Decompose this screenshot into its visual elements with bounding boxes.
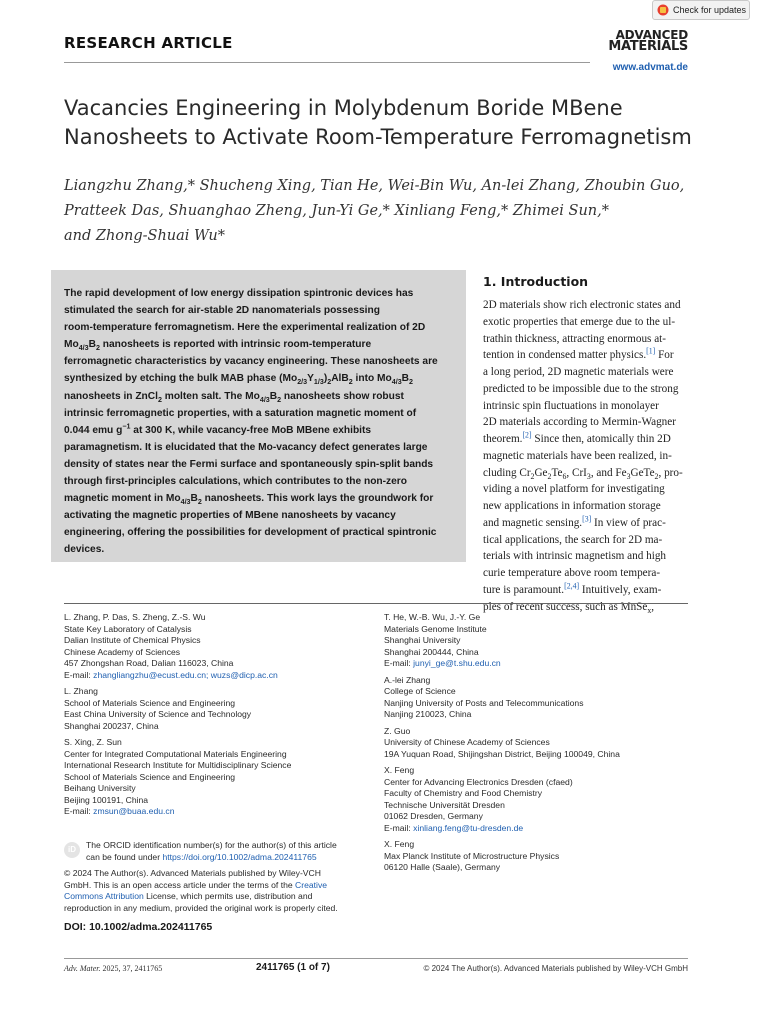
text-line: can be found under https://doi.org/10.1002/adma.202411765 xyxy=(86,851,317,862)
affiliation-line: Nanjing 210023, China xyxy=(384,709,472,719)
journal-logo xyxy=(594,29,688,53)
orcid-icon: iD xyxy=(64,842,80,858)
text-line: 2D materials show rich electronic states and xyxy=(483,299,681,311)
doi-link[interactable]: DOI: 10.1002/adma.202411765 xyxy=(64,921,213,933)
affiliation-line: Shanghai University xyxy=(384,635,461,645)
author-list xyxy=(64,174,704,249)
text-line: trathin thickness, attracting enormous at- xyxy=(483,332,666,345)
text-line: curie temperature above room tempera- xyxy=(483,567,661,579)
affiliation-line: 457 Zhongshan Road, Dalian 116023, China xyxy=(64,658,234,668)
affiliation-line: 01062 Dresden, Germany xyxy=(384,811,483,821)
affiliation-line: Dalian Institute of Chemical Physics xyxy=(64,635,201,645)
article-title xyxy=(64,94,704,152)
text-line: © 2024 The Author(s). Advanced Materials published by Wiley-VCH xyxy=(64,868,321,878)
footer-copyright: © 2024 The Author(s). Advanced Materials published by Wiley-VCH GmbH xyxy=(423,964,688,973)
affiliation-line: Shanghai 200237, China xyxy=(64,720,159,731)
affiliation-block xyxy=(384,612,690,670)
affiliation-line[interactable]: E-mail: junyi_ge@t.shu.edu.cn xyxy=(384,658,501,668)
footer-divider xyxy=(64,958,688,959)
affiliation-line: University of Chinese Academy of Sciences xyxy=(384,737,550,747)
affiliation-line: Beihang University xyxy=(64,783,136,793)
text-line: GmbH. This is an open access article under the terms of the Creative xyxy=(64,879,328,890)
text-line: room-temperature ferromagnetism. Here the experimental realization of 2D xyxy=(64,322,426,334)
affiliation-line: Center for Advancing Electronics Dresden (cfaed) xyxy=(384,776,573,787)
author-line: Pratteek Das, Shuanghao Zheng, Jun-Yi Ge,* Xinliang Feng,* Zhimei Sun,* xyxy=(64,203,609,219)
text-line: reproduction in any medium, provided the original work is properly cited. xyxy=(64,902,338,913)
affiliation-line[interactable]: E-mail: zmsun@buaa.edu.cn xyxy=(64,806,175,816)
journal-logo-line1: ADVANCED xyxy=(615,28,688,42)
affiliation-authors: S. Xing, Z. Sun xyxy=(64,737,122,747)
title-line: Vacancies Engineering in Molybdenum Boride MBene xyxy=(64,96,623,120)
journal-logo-line2: MATERIALS xyxy=(608,39,688,54)
text-line: magnetic moment in $Mo_{4/3}B_2$ nanosheets. This work lays the groundwork for xyxy=(64,493,434,507)
affiliation-line: 06120 Halle (Saale), Germany xyxy=(384,862,501,872)
text-line: viding a novel platform for investigating xyxy=(483,483,665,496)
affiliation-line: Technische Universität Dresden xyxy=(384,799,505,810)
text-line: ples of recent success, such as MnSe$_x$, xyxy=(483,600,655,615)
affiliation-line: Shanghai 200444, China xyxy=(384,646,479,657)
footer-year-volume: 2025, 37, 2411765 xyxy=(102,964,163,973)
text-line: The ORCID identification number(s) for the author(s) of this article xyxy=(86,840,337,850)
journal-url-link[interactable]: www.advmat.de xyxy=(612,62,688,73)
affiliation-line: College of Science xyxy=(384,686,456,696)
text-line: activating the magnetic properties of MBene nanosheets by vacancy xyxy=(64,510,396,522)
introduction-text xyxy=(483,297,688,615)
affiliation-block xyxy=(384,726,690,761)
footer-citation xyxy=(64,964,162,973)
text-line: ture is paramount.[2,4] Intuitively, exam- xyxy=(483,581,662,596)
text-line: theorem.[2] Since then, atomically thin 2D xyxy=(483,430,671,445)
text-line: nanosheets in ZnCl$_2$ molten salt. The $Mo_{4/3}B_2$ nanosheets show robust xyxy=(64,390,404,404)
affiliation-line: State Key Laboratory of Catalysis xyxy=(64,623,192,634)
title-line: Nanosheets to Activate Room-Temperature Ferromagnetism xyxy=(64,125,692,149)
affiliation-line: Nanjing University of Posts and Telecommunications xyxy=(384,697,584,708)
text-line: intrinsic spin fluctuations in monolayer xyxy=(483,399,659,412)
affiliation-line: Center for Integrated Computational Materials Engineering xyxy=(64,748,287,759)
affiliation-line: School of Materials Science and Engineering xyxy=(64,771,236,782)
affiliation-line: International Research Institute for Multidisciplinary Science xyxy=(64,760,292,770)
affiliations-left xyxy=(64,612,374,818)
text-line: through first-principles calculations, which contributes to the non-zero xyxy=(64,476,407,488)
section-divider xyxy=(64,603,688,604)
check-for-updates-button[interactable] xyxy=(652,0,750,20)
text-line: tical applications, the search for 2D ma- xyxy=(483,533,663,546)
affiliation-line: School of Materials Science and Engineering xyxy=(64,697,236,708)
introduction-heading: 1. Introduction xyxy=(483,274,589,289)
affiliation-line: Max Planck Institute of Microstructure Physics xyxy=(384,850,560,861)
text-line: and magnetic sensing.[3] In view of prac- xyxy=(483,514,666,529)
orcid-note xyxy=(86,840,376,863)
affiliation-line: Beijing 100191, China xyxy=(64,794,149,805)
text-line: tention in condensed matter physics.[1] For xyxy=(483,346,674,362)
affiliation-authors: X. Feng xyxy=(384,839,415,849)
text-line: ferromagnetic characteristics by vacancy engineering. These nanosheets are xyxy=(64,356,438,368)
affiliation-line: East China University of Science and Technology xyxy=(64,709,252,719)
affiliation-authors: Z. Guo xyxy=(384,725,411,736)
affiliation-authors: X. Feng xyxy=(384,765,415,775)
text-line: 2D materials according to Mermin-Wagner xyxy=(483,416,676,429)
author-line: and Zhong-Shuai Wu* xyxy=(64,228,225,244)
affiliation-block xyxy=(384,675,690,721)
affiliation-line: Faculty of Chemistry and Food Chemistry xyxy=(384,788,543,798)
affiliation-line: Chinese Academy of Sciences xyxy=(64,646,181,657)
text-line: engineering, offering the possibilities for development of practical spintronic xyxy=(64,527,437,539)
page-number: 2411765 (1 of 7) xyxy=(256,962,330,973)
affiliation-authors: L. Zhang xyxy=(64,686,98,696)
text-line: synthesized by etching the bulk MAB phase $(Mo_{2/3}Y_{1/3})_2AlB_2$ into $Mo_{4/3}B_2$ xyxy=(64,373,413,387)
text-line: stimulated the search for air-stable 2D nanomaterials possessing xyxy=(64,305,380,317)
text-line: exotic properties that emerge due to the ul- xyxy=(483,315,676,328)
author-line: Liangzhu Zhang,* Shucheng Xing, Tian He, Wei-Bin Wu, An-lei Zhang, Zhoubin Guo, xyxy=(64,178,685,194)
article-type: RESEARCH ARTICLE xyxy=(64,34,233,52)
affiliation-authors: T. He, W.-B. Wu, J.-Y. Ge xyxy=(384,612,481,622)
affiliation-authors: A.-lei Zhang xyxy=(384,674,431,685)
text-line: The rapid development of low energy dissipation spintronic devices has xyxy=(64,288,414,299)
text-line: a long period, 2D magnetic materials were xyxy=(483,366,674,378)
text-line: magnetic materials have been realized, in- xyxy=(483,449,672,462)
text-line: density of states near the Fermi surface and spontaneously spin-split bands xyxy=(64,458,434,470)
affiliations-right xyxy=(384,612,690,874)
text-line: paramagnetism. It is elucidated that the Mo-vacancy defect generates large xyxy=(64,441,428,453)
footer-journal-abbrev: Adv. Mater. xyxy=(64,964,101,973)
affiliation-block xyxy=(64,737,374,818)
affiliation-block xyxy=(64,612,374,681)
license-note xyxy=(64,868,376,914)
text-line: 0.044 emu $g^{-1}$ at 300 K, while vacancy-free MoB MBene exhibits xyxy=(64,422,372,436)
affiliation-authors: L. Zhang, P. Das, S. Zheng, Z.-S. Wu xyxy=(64,612,206,622)
affiliation-block xyxy=(384,839,690,874)
check-updates-label: Check for updates xyxy=(673,5,747,15)
affiliation-line: Materials Genome Institute xyxy=(384,623,487,634)
affiliation-line[interactable]: E-mail: xinliang.feng@tu-dresden.de xyxy=(384,822,524,833)
abstract xyxy=(64,285,456,559)
text-line: Commons Attribution License, which permits use, distribution and xyxy=(64,891,313,901)
text-line: $Mo_{4/3}B_2$ nanosheets is reported with intrinsic room-temperature xyxy=(64,339,372,353)
affiliation-line: 19A Yuquan Road, Shijingshan District, Beijing 100049, China xyxy=(384,748,620,759)
text-line: intrinsic ferromagnetic properties, with a saturation magnetic moment of xyxy=(64,407,417,419)
check-updates-icon xyxy=(657,4,669,16)
text-line: terials with intrinsic magnetism and high xyxy=(483,550,667,563)
text-line: devices. xyxy=(64,544,105,556)
affiliation-line[interactable]: E-mail: zhangliangzhu@ecust.edu.cn; wuzs@dicp.ac.cn xyxy=(64,669,278,680)
header-divider xyxy=(64,62,590,63)
text-line: new applications in information storage xyxy=(483,500,661,512)
text-line: predicted to be impossible due to the strong xyxy=(483,382,679,395)
affiliation-block xyxy=(64,686,374,732)
text-line: cluding $Cr_2Ge_2Te_6$, CrI$_3$, and $Fe_3GeTe_2$, pro- xyxy=(483,466,683,481)
affiliation-block xyxy=(384,765,690,834)
